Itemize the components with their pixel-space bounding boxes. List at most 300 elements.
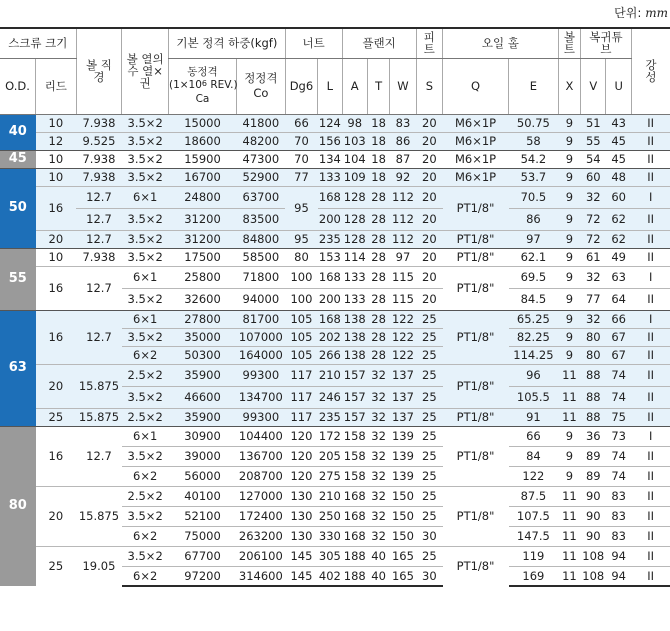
cell-a: 158	[342, 466, 367, 486]
cell-v: 55	[581, 132, 606, 150]
cell-lead: 10	[36, 150, 77, 168]
cell-rig: I	[631, 310, 670, 328]
cell-lead: 20	[36, 230, 77, 248]
table-row	[0, 486, 670, 506]
cell-od: 80	[0, 426, 36, 586]
cell-dg6: 105	[285, 328, 317, 346]
cell-v: 72	[581, 230, 606, 248]
cell-l: 124	[318, 114, 342, 132]
header-t: T	[367, 58, 389, 114]
cell-s: 25	[416, 486, 442, 506]
cell-u: 63	[606, 266, 631, 288]
cell-s: 20	[416, 288, 442, 310]
cell-x: 9	[558, 248, 580, 266]
cell-l: 172	[318, 426, 342, 446]
cell-ball: 12.7	[76, 426, 122, 486]
cell-co: 136700	[236, 446, 285, 466]
header-static-line2: Co	[253, 86, 269, 100]
header-nut: 너트	[285, 28, 342, 58]
cell-lead: 10	[36, 168, 77, 186]
cell-co: 47300	[236, 150, 285, 168]
cell-e: 119	[509, 546, 559, 566]
cell-rig: II	[631, 288, 670, 310]
cell-co: 48200	[236, 132, 285, 150]
cell-u: 62	[606, 208, 631, 230]
header-bolt: 볼트	[558, 28, 580, 58]
cell-q: PT1/8"	[443, 266, 509, 310]
header-x: X	[558, 58, 580, 114]
cell-w: 137	[390, 408, 416, 426]
header-dg6: Dg6	[285, 58, 317, 114]
cell-x: 11	[558, 526, 580, 546]
cell-s: 25	[416, 310, 442, 328]
cell-ca: 24800	[168, 186, 236, 208]
cell-l: 134	[318, 150, 342, 168]
cell-od: 50	[0, 168, 36, 248]
cell-e: 66	[509, 426, 559, 446]
header-static-line1: 정정격	[244, 71, 278, 86]
cell-w: 112	[390, 186, 416, 208]
header-flange: 플랜지	[342, 28, 416, 58]
cell-q: PT1/8"	[443, 248, 509, 266]
cell-dg6: 100	[285, 266, 317, 288]
cell-dg6: 145	[285, 566, 317, 586]
cell-x: 9	[558, 168, 580, 186]
cell-a: 128	[342, 186, 367, 208]
cell-rig: II	[631, 546, 670, 566]
cell-e: 105.5	[509, 386, 559, 408]
cell-lead: 10	[36, 114, 77, 132]
cell-e: 84.5	[509, 288, 559, 310]
cell-q: PT1/8"	[443, 230, 509, 248]
cell-e: 114.25	[509, 346, 559, 364]
cell-dg6: 77	[285, 168, 317, 186]
cell-e: 122	[509, 466, 559, 486]
cell-s: 25	[416, 466, 442, 486]
header-s: S	[416, 58, 442, 114]
cell-a: 109	[342, 168, 367, 186]
cell-e: 147.5	[509, 526, 559, 546]
cell-t: 32	[367, 526, 389, 546]
table-row	[0, 546, 670, 566]
cell-x: 9	[558, 150, 580, 168]
cell-a: 168	[342, 526, 367, 546]
cell-t: 40	[367, 566, 389, 586]
cell-v: 32	[581, 310, 606, 328]
header-static-rating	[236, 58, 285, 114]
table-row	[0, 150, 670, 168]
cell-ball: 12.7	[76, 208, 122, 230]
cell-l: 235	[318, 408, 342, 426]
cell-x: 9	[558, 446, 580, 466]
cell-rig: II	[631, 168, 670, 186]
cell-co: 52900	[236, 168, 285, 186]
cell-a: 158	[342, 446, 367, 466]
cell-v: 32	[581, 266, 606, 288]
cell-ball: 9.525	[76, 132, 122, 150]
cell-x: 9	[558, 114, 580, 132]
cell-ball: 7.938	[76, 168, 122, 186]
cell-x: 9	[558, 186, 580, 208]
cell-dg6: 95	[285, 186, 317, 230]
cell-circ: 2.5×2	[122, 486, 169, 506]
cell-x: 9	[558, 328, 580, 346]
cell-e: 97	[509, 230, 559, 248]
cell-e: 65.25	[509, 310, 559, 328]
cell-a: 138	[342, 310, 367, 328]
cell-w: 137	[390, 386, 416, 408]
cell-l: 168	[318, 186, 342, 208]
cell-rig: II	[631, 446, 670, 466]
cell-a: 133	[342, 266, 367, 288]
cell-q: M6×1P	[443, 150, 509, 168]
cell-w: 115	[390, 288, 416, 310]
cell-a: 157	[342, 386, 367, 408]
cell-v: 89	[581, 446, 606, 466]
cell-a: 157	[342, 364, 367, 386]
cell-s: 25	[416, 506, 442, 526]
header-l: L	[318, 58, 342, 114]
cell-ca: 15900	[168, 150, 236, 168]
cell-ball: 12.7	[76, 230, 122, 248]
cell-t: 28	[367, 266, 389, 288]
cell-x: 11	[558, 506, 580, 526]
cell-q: PT1/8"	[443, 486, 509, 546]
cell-u: 74	[606, 446, 631, 466]
cell-l: 246	[318, 386, 342, 408]
table-row	[0, 364, 670, 386]
cell-x: 9	[558, 230, 580, 248]
cell-t: 28	[367, 328, 389, 346]
cell-circ: 3.5×2	[122, 132, 169, 150]
ball-screw-spec-table	[0, 27, 670, 587]
cell-q: PT1/8"	[443, 426, 509, 486]
cell-co: 206100	[236, 546, 285, 566]
cell-u: 62	[606, 230, 631, 248]
cell-w: 122	[390, 310, 416, 328]
cell-rig: II	[631, 230, 670, 248]
cell-rig: II	[631, 486, 670, 506]
cell-ball: 7.938	[76, 114, 122, 132]
cell-dg6: 117	[285, 408, 317, 426]
cell-a: 133	[342, 288, 367, 310]
cell-e: 50.75	[509, 114, 559, 132]
cell-u: 83	[606, 526, 631, 546]
cell-t: 32	[367, 408, 389, 426]
header-return-tube: 복귀튜브	[581, 28, 632, 58]
header-rigidity: 강성	[631, 28, 670, 114]
cell-u: 83	[606, 506, 631, 526]
cell-circ: 3.5×2	[122, 386, 169, 408]
cell-co: 41800	[236, 114, 285, 132]
cell-co: 208700	[236, 466, 285, 486]
cell-v: 32	[581, 186, 606, 208]
cell-a: 104	[342, 150, 367, 168]
cell-circ: 3.5×2	[122, 168, 169, 186]
cell-ca: 67700	[168, 546, 236, 566]
cell-a: 168	[342, 486, 367, 506]
cell-u: 74	[606, 466, 631, 486]
cell-u: 83	[606, 486, 631, 506]
cell-rig: II	[631, 248, 670, 266]
cell-v: 54	[581, 150, 606, 168]
cell-a: 157	[342, 408, 367, 426]
cell-s: 25	[416, 426, 442, 446]
cell-e: 82.25	[509, 328, 559, 346]
cell-ca: 39000	[168, 446, 236, 466]
cell-q: M6×1P	[443, 168, 509, 186]
cell-dg6: 120	[285, 446, 317, 466]
cell-dg6: 70	[285, 150, 317, 168]
cell-w: 165	[390, 566, 416, 586]
cell-circ: 2.5×2	[122, 408, 169, 426]
cell-l: 153	[318, 248, 342, 266]
cell-circ: 6×1	[122, 186, 169, 208]
cell-w: 150	[390, 486, 416, 506]
cell-w: 122	[390, 346, 416, 364]
cell-e: 91	[509, 408, 559, 426]
cell-co: 63700	[236, 186, 285, 208]
cell-ca: 35900	[168, 364, 236, 386]
cell-v: 51	[581, 114, 606, 132]
cell-e: 84	[509, 446, 559, 466]
header-q: Q	[443, 58, 509, 114]
cell-co: 81700	[236, 310, 285, 328]
cell-x: 11	[558, 486, 580, 506]
cell-ca: 52100	[168, 506, 236, 526]
cell-rig: II	[631, 114, 670, 132]
cell-v: 80	[581, 328, 606, 346]
header-ball-dia: 볼 직경	[76, 28, 122, 114]
cell-rig: I	[631, 186, 670, 208]
cell-circ: 3.5×2	[122, 288, 169, 310]
cell-e: 62.1	[509, 248, 559, 266]
cell-dg6: 130	[285, 486, 317, 506]
cell-s: 20	[416, 132, 442, 150]
cell-u: 66	[606, 310, 631, 328]
cell-dg6: 70	[285, 132, 317, 150]
cell-co: 164000	[236, 346, 285, 364]
header-oil-hole: 오일 홀	[443, 28, 559, 58]
cell-dg6: 105	[285, 310, 317, 328]
cell-w: 150	[390, 526, 416, 546]
table-row	[0, 132, 670, 150]
cell-a: 98	[342, 114, 367, 132]
header-a: A	[342, 58, 367, 114]
cell-lead: 16	[36, 426, 77, 486]
cell-v: 36	[581, 426, 606, 446]
cell-u: 43	[606, 114, 631, 132]
cell-t: 32	[367, 364, 389, 386]
cell-u: 45	[606, 150, 631, 168]
cell-circ: 3.5×2	[122, 328, 169, 346]
cell-rig: II	[631, 132, 670, 150]
cell-rig: I	[631, 426, 670, 446]
cell-s: 25	[416, 364, 442, 386]
cell-co: 58500	[236, 248, 285, 266]
cell-t: 32	[367, 426, 389, 446]
cell-q: PT1/8"	[443, 546, 509, 586]
cell-ca: 32600	[168, 288, 236, 310]
cell-u: 94	[606, 566, 631, 586]
table-row	[0, 186, 670, 208]
cell-t: 18	[367, 132, 389, 150]
cell-v: 88	[581, 386, 606, 408]
cell-co: 104400	[236, 426, 285, 446]
cell-l: 305	[318, 546, 342, 566]
cell-l: 202	[318, 328, 342, 346]
cell-u: 64	[606, 288, 631, 310]
cell-a: 138	[342, 346, 367, 364]
cell-co: 99300	[236, 364, 285, 386]
header-od: O.D.	[0, 58, 36, 114]
cell-co: 314600	[236, 566, 285, 586]
cell-x: 9	[558, 288, 580, 310]
cell-dg6: 100	[285, 288, 317, 310]
cell-rig: II	[631, 506, 670, 526]
cell-rig: II	[631, 346, 670, 364]
cell-s: 20	[416, 150, 442, 168]
cell-circ: 6×1	[122, 266, 169, 288]
cell-v: 89	[581, 466, 606, 486]
cell-ball: 15.875	[76, 364, 122, 408]
cell-a: 114	[342, 248, 367, 266]
cell-t: 32	[367, 486, 389, 506]
cell-ca: 31200	[168, 208, 236, 230]
cell-a: 188	[342, 546, 367, 566]
header-dynamic-line2: ($1\times 10^6$ REV.)	[168, 79, 238, 92]
cell-t: 32	[367, 506, 389, 526]
cell-v: 90	[581, 486, 606, 506]
cell-s: 20	[416, 248, 442, 266]
cell-co: 71800	[236, 266, 285, 288]
cell-s: 20	[416, 266, 442, 288]
cell-lead: 20	[36, 486, 77, 546]
cell-co: 99300	[236, 408, 285, 426]
cell-circ: 3.5×2	[122, 230, 169, 248]
table-row	[0, 114, 670, 132]
cell-a: 138	[342, 328, 367, 346]
cell-circ: 6×1	[122, 310, 169, 328]
cell-co: 134700	[236, 386, 285, 408]
cell-circ: 3.5×2	[122, 546, 169, 566]
cell-w: 83	[390, 114, 416, 132]
cell-ca: 16700	[168, 168, 236, 186]
header-dynamic-line3: Ca	[195, 92, 210, 105]
cell-co: 127000	[236, 486, 285, 506]
cell-ca: 30900	[168, 426, 236, 446]
cell-v: 60	[581, 168, 606, 186]
cell-rig: II	[631, 150, 670, 168]
table-row	[0, 310, 670, 328]
cell-v: 77	[581, 288, 606, 310]
cell-lead: 25	[36, 546, 77, 586]
cell-circ: 3.5×2	[122, 248, 169, 266]
cell-l: 205	[318, 446, 342, 466]
cell-l: 210	[318, 486, 342, 506]
cell-circ: 3.5×2	[122, 506, 169, 526]
cell-x: 9	[558, 208, 580, 230]
cell-a: 168	[342, 506, 367, 526]
cell-dg6: 80	[285, 248, 317, 266]
cell-t: 28	[367, 186, 389, 208]
cell-w: 112	[390, 230, 416, 248]
cell-v: 88	[581, 408, 606, 426]
cell-v: 108	[581, 566, 606, 586]
cell-u: 74	[606, 386, 631, 408]
cell-t: 18	[367, 168, 389, 186]
cell-u: 60	[606, 186, 631, 208]
cell-rig: II	[631, 364, 670, 386]
cell-u: 48	[606, 168, 631, 186]
cell-dg6: 120	[285, 466, 317, 486]
cell-w: 139	[390, 466, 416, 486]
cell-od: 55	[0, 248, 36, 310]
cell-w: 150	[390, 506, 416, 526]
cell-e: 87.5	[509, 486, 559, 506]
cell-dg6: 95	[285, 230, 317, 248]
cell-u: 67	[606, 328, 631, 346]
cell-u: 94	[606, 546, 631, 566]
cell-q: PT1/8"	[443, 408, 509, 426]
cell-circ: 6×2	[122, 466, 169, 486]
cell-t: 40	[367, 546, 389, 566]
cell-ca: 25800	[168, 266, 236, 288]
cell-x: 11	[558, 546, 580, 566]
cell-s: 20	[416, 208, 442, 230]
cell-v: 72	[581, 208, 606, 230]
header-u: U	[606, 58, 631, 114]
cell-v: 61	[581, 248, 606, 266]
cell-rig: II	[631, 566, 670, 586]
cell-ball: 12.7	[76, 266, 122, 310]
cell-w: 92	[390, 168, 416, 186]
cell-dg6: 105	[285, 346, 317, 364]
cell-dg6: 117	[285, 364, 317, 386]
cell-x: 11	[558, 408, 580, 426]
cell-u: 45	[606, 132, 631, 150]
header-ball-circuits: 볼 열의 수 열×권	[122, 28, 169, 114]
cell-lead: 16	[36, 186, 77, 230]
cell-t: 32	[367, 446, 389, 466]
cell-circ: 6×2	[122, 566, 169, 586]
cell-ca: 18600	[168, 132, 236, 150]
cell-l: 168	[318, 266, 342, 288]
header-screw-size: 스크류 크기	[0, 28, 76, 58]
cell-e: 53.7	[509, 168, 559, 186]
cell-ball: 7.938	[76, 248, 122, 266]
cell-v: 90	[581, 506, 606, 526]
cell-u: 73	[606, 426, 631, 446]
cell-l: 250	[318, 506, 342, 526]
cell-ca: 56000	[168, 466, 236, 486]
cell-ca: 31200	[168, 230, 236, 248]
cell-s: 20	[416, 168, 442, 186]
cell-ca: 35000	[168, 328, 236, 346]
cell-w: 115	[390, 266, 416, 288]
cell-ca: 50300	[168, 346, 236, 364]
cell-dg6: 120	[285, 426, 317, 446]
cell-ca: 35900	[168, 408, 236, 426]
cell-v: 90	[581, 526, 606, 546]
cell-lead: 12	[36, 132, 77, 150]
table-row	[0, 168, 670, 186]
table-row	[0, 408, 670, 426]
cell-w: 97	[390, 248, 416, 266]
table-body	[0, 114, 670, 586]
cell-ca: 97200	[168, 566, 236, 586]
cell-ca: 40100	[168, 486, 236, 506]
